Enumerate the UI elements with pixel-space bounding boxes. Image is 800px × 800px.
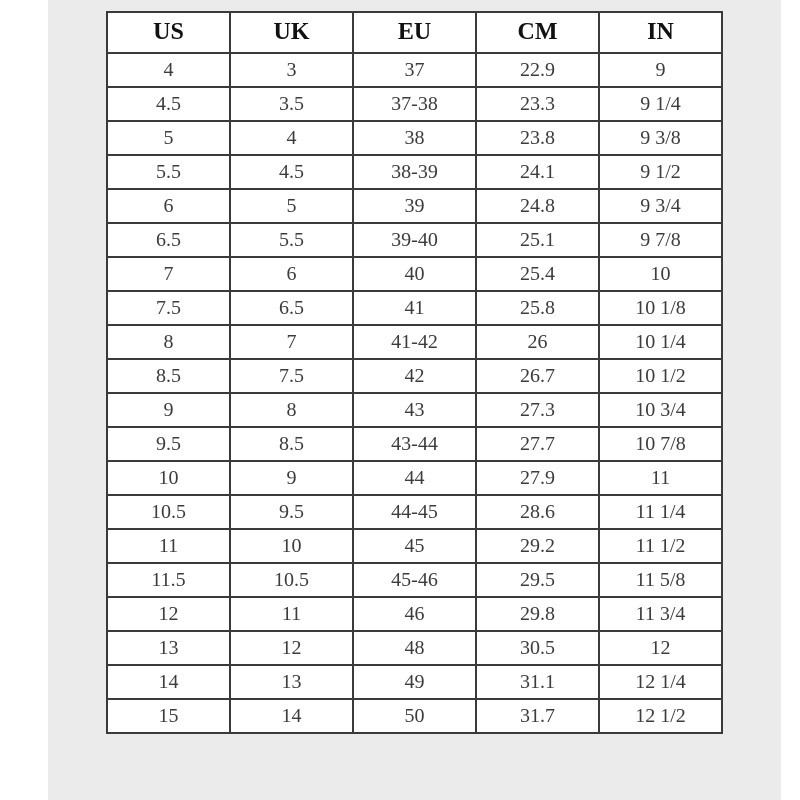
cell-cm: 28.6: [476, 495, 599, 529]
cell-uk: 3: [230, 53, 353, 87]
table-body: [107, 53, 722, 733]
table-row: [107, 461, 722, 495]
cell-in: 9 3/8: [599, 121, 722, 155]
cell-in: 12 1/2: [599, 699, 722, 733]
cell-in: 10 1/2: [599, 359, 722, 393]
cell-uk: 12: [230, 631, 353, 665]
cell-eu: 37: [353, 53, 476, 87]
cell-us: 9.5: [107, 427, 230, 461]
table-row: [107, 325, 722, 359]
cell-cm: 26: [476, 325, 599, 359]
cell-us: 5: [107, 121, 230, 155]
cell-in: 9 1/2: [599, 155, 722, 189]
cell-in: 12: [599, 631, 722, 665]
cell-in: 11: [599, 461, 722, 495]
cell-eu: 39: [353, 189, 476, 223]
cell-cm: 27.7: [476, 427, 599, 461]
cell-in: 10 7/8: [599, 427, 722, 461]
table-row: [107, 257, 722, 291]
cell-uk: 5.5: [230, 223, 353, 257]
cell-us: 10.5: [107, 495, 230, 529]
cell-us: 6.5: [107, 223, 230, 257]
cell-cm: 27.9: [476, 461, 599, 495]
cell-us: 12: [107, 597, 230, 631]
cell-cm: 27.3: [476, 393, 599, 427]
cell-cm: 24.1: [476, 155, 599, 189]
cell-in: 11 1/2: [599, 529, 722, 563]
table-row: [107, 121, 722, 155]
cell-us: 4: [107, 53, 230, 87]
cell-uk: 3.5: [230, 87, 353, 121]
cell-eu: 38-39: [353, 155, 476, 189]
cell-cm: 24.8: [476, 189, 599, 223]
cell-us: 15: [107, 699, 230, 733]
cell-eu: 45: [353, 529, 476, 563]
cell-cm: 26.7: [476, 359, 599, 393]
cell-in: 9 1/4: [599, 87, 722, 121]
cell-us: 11.5: [107, 563, 230, 597]
cell-us: 4.5: [107, 87, 230, 121]
table-row: [107, 529, 722, 563]
cell-in: 10: [599, 257, 722, 291]
cell-uk: 7.5: [230, 359, 353, 393]
column-header-uk: UK: [230, 12, 353, 53]
cell-cm: 30.5: [476, 631, 599, 665]
cell-uk: 13: [230, 665, 353, 699]
cell-eu: 48: [353, 631, 476, 665]
cell-us: 7.5: [107, 291, 230, 325]
table-row: [107, 53, 722, 87]
table-row: [107, 495, 722, 529]
cell-uk: 7: [230, 325, 353, 359]
cell-cm: 29.2: [476, 529, 599, 563]
cell-cm: 25.8: [476, 291, 599, 325]
cell-us: 6: [107, 189, 230, 223]
cell-uk: 10.5: [230, 563, 353, 597]
cell-cm: 31.7: [476, 699, 599, 733]
cell-uk: 9: [230, 461, 353, 495]
cell-uk: 10: [230, 529, 353, 563]
table-row: [107, 563, 722, 597]
cell-us: 10: [107, 461, 230, 495]
table-row: [107, 665, 722, 699]
cell-eu: 46: [353, 597, 476, 631]
cell-cm: 23.8: [476, 121, 599, 155]
cell-in: 9 3/4: [599, 189, 722, 223]
cell-us: 5.5: [107, 155, 230, 189]
cell-in: 12 1/4: [599, 665, 722, 699]
column-header-us: US: [107, 12, 230, 53]
cell-eu: 41: [353, 291, 476, 325]
cell-us: 8.5: [107, 359, 230, 393]
cell-uk: 8: [230, 393, 353, 427]
table-row: [107, 291, 722, 325]
cell-eu: 43-44: [353, 427, 476, 461]
cell-in: 10 1/4: [599, 325, 722, 359]
cell-us: 8: [107, 325, 230, 359]
cell-cm: 31.1: [476, 665, 599, 699]
cell-eu: 41-42: [353, 325, 476, 359]
cell-uk: 4.5: [230, 155, 353, 189]
column-header-cm: CM: [476, 12, 599, 53]
cell-in: 11 5/8: [599, 563, 722, 597]
cell-eu: 39-40: [353, 223, 476, 257]
cell-cm: 29.5: [476, 563, 599, 597]
cell-eu: 43: [353, 393, 476, 427]
cell-us: 14: [107, 665, 230, 699]
shoe-size-chart-table: [106, 11, 723, 734]
cell-eu: 40: [353, 257, 476, 291]
cell-us: 7: [107, 257, 230, 291]
table-row: [107, 699, 722, 733]
header-row: [107, 12, 722, 53]
cell-cm: 29.8: [476, 597, 599, 631]
cell-uk: 9.5: [230, 495, 353, 529]
table-row: [107, 597, 722, 631]
table-row: [107, 427, 722, 461]
table-row: [107, 359, 722, 393]
column-header-in: IN: [599, 12, 722, 53]
cell-uk: 14: [230, 699, 353, 733]
cell-eu: 38: [353, 121, 476, 155]
table-row: [107, 189, 722, 223]
cell-in: 11 3/4: [599, 597, 722, 631]
table-row: [107, 393, 722, 427]
cell-uk: 11: [230, 597, 353, 631]
cell-cm: 23.3: [476, 87, 599, 121]
cell-in: 10 1/8: [599, 291, 722, 325]
cell-us: 9: [107, 393, 230, 427]
cell-us: 13: [107, 631, 230, 665]
cell-in: 9 7/8: [599, 223, 722, 257]
cell-eu: 37-38: [353, 87, 476, 121]
table-row: [107, 223, 722, 257]
cell-in: 9: [599, 53, 722, 87]
cell-uk: 6: [230, 257, 353, 291]
table-row: [107, 631, 722, 665]
cell-eu: 49: [353, 665, 476, 699]
cell-eu: 42: [353, 359, 476, 393]
cell-cm: 25.4: [476, 257, 599, 291]
cell-eu: 44-45: [353, 495, 476, 529]
cell-uk: 6.5: [230, 291, 353, 325]
cell-us: 11: [107, 529, 230, 563]
cell-uk: 8.5: [230, 427, 353, 461]
cell-uk: 5: [230, 189, 353, 223]
cell-eu: 44: [353, 461, 476, 495]
cell-eu: 50: [353, 699, 476, 733]
table-row: [107, 155, 722, 189]
cell-in: 11 1/4: [599, 495, 722, 529]
cell-eu: 45-46: [353, 563, 476, 597]
cell-cm: 22.9: [476, 53, 599, 87]
table-row: [107, 87, 722, 121]
cell-cm: 25.1: [476, 223, 599, 257]
cell-in: 10 3/4: [599, 393, 722, 427]
column-header-eu: EU: [353, 12, 476, 53]
cell-uk: 4: [230, 121, 353, 155]
